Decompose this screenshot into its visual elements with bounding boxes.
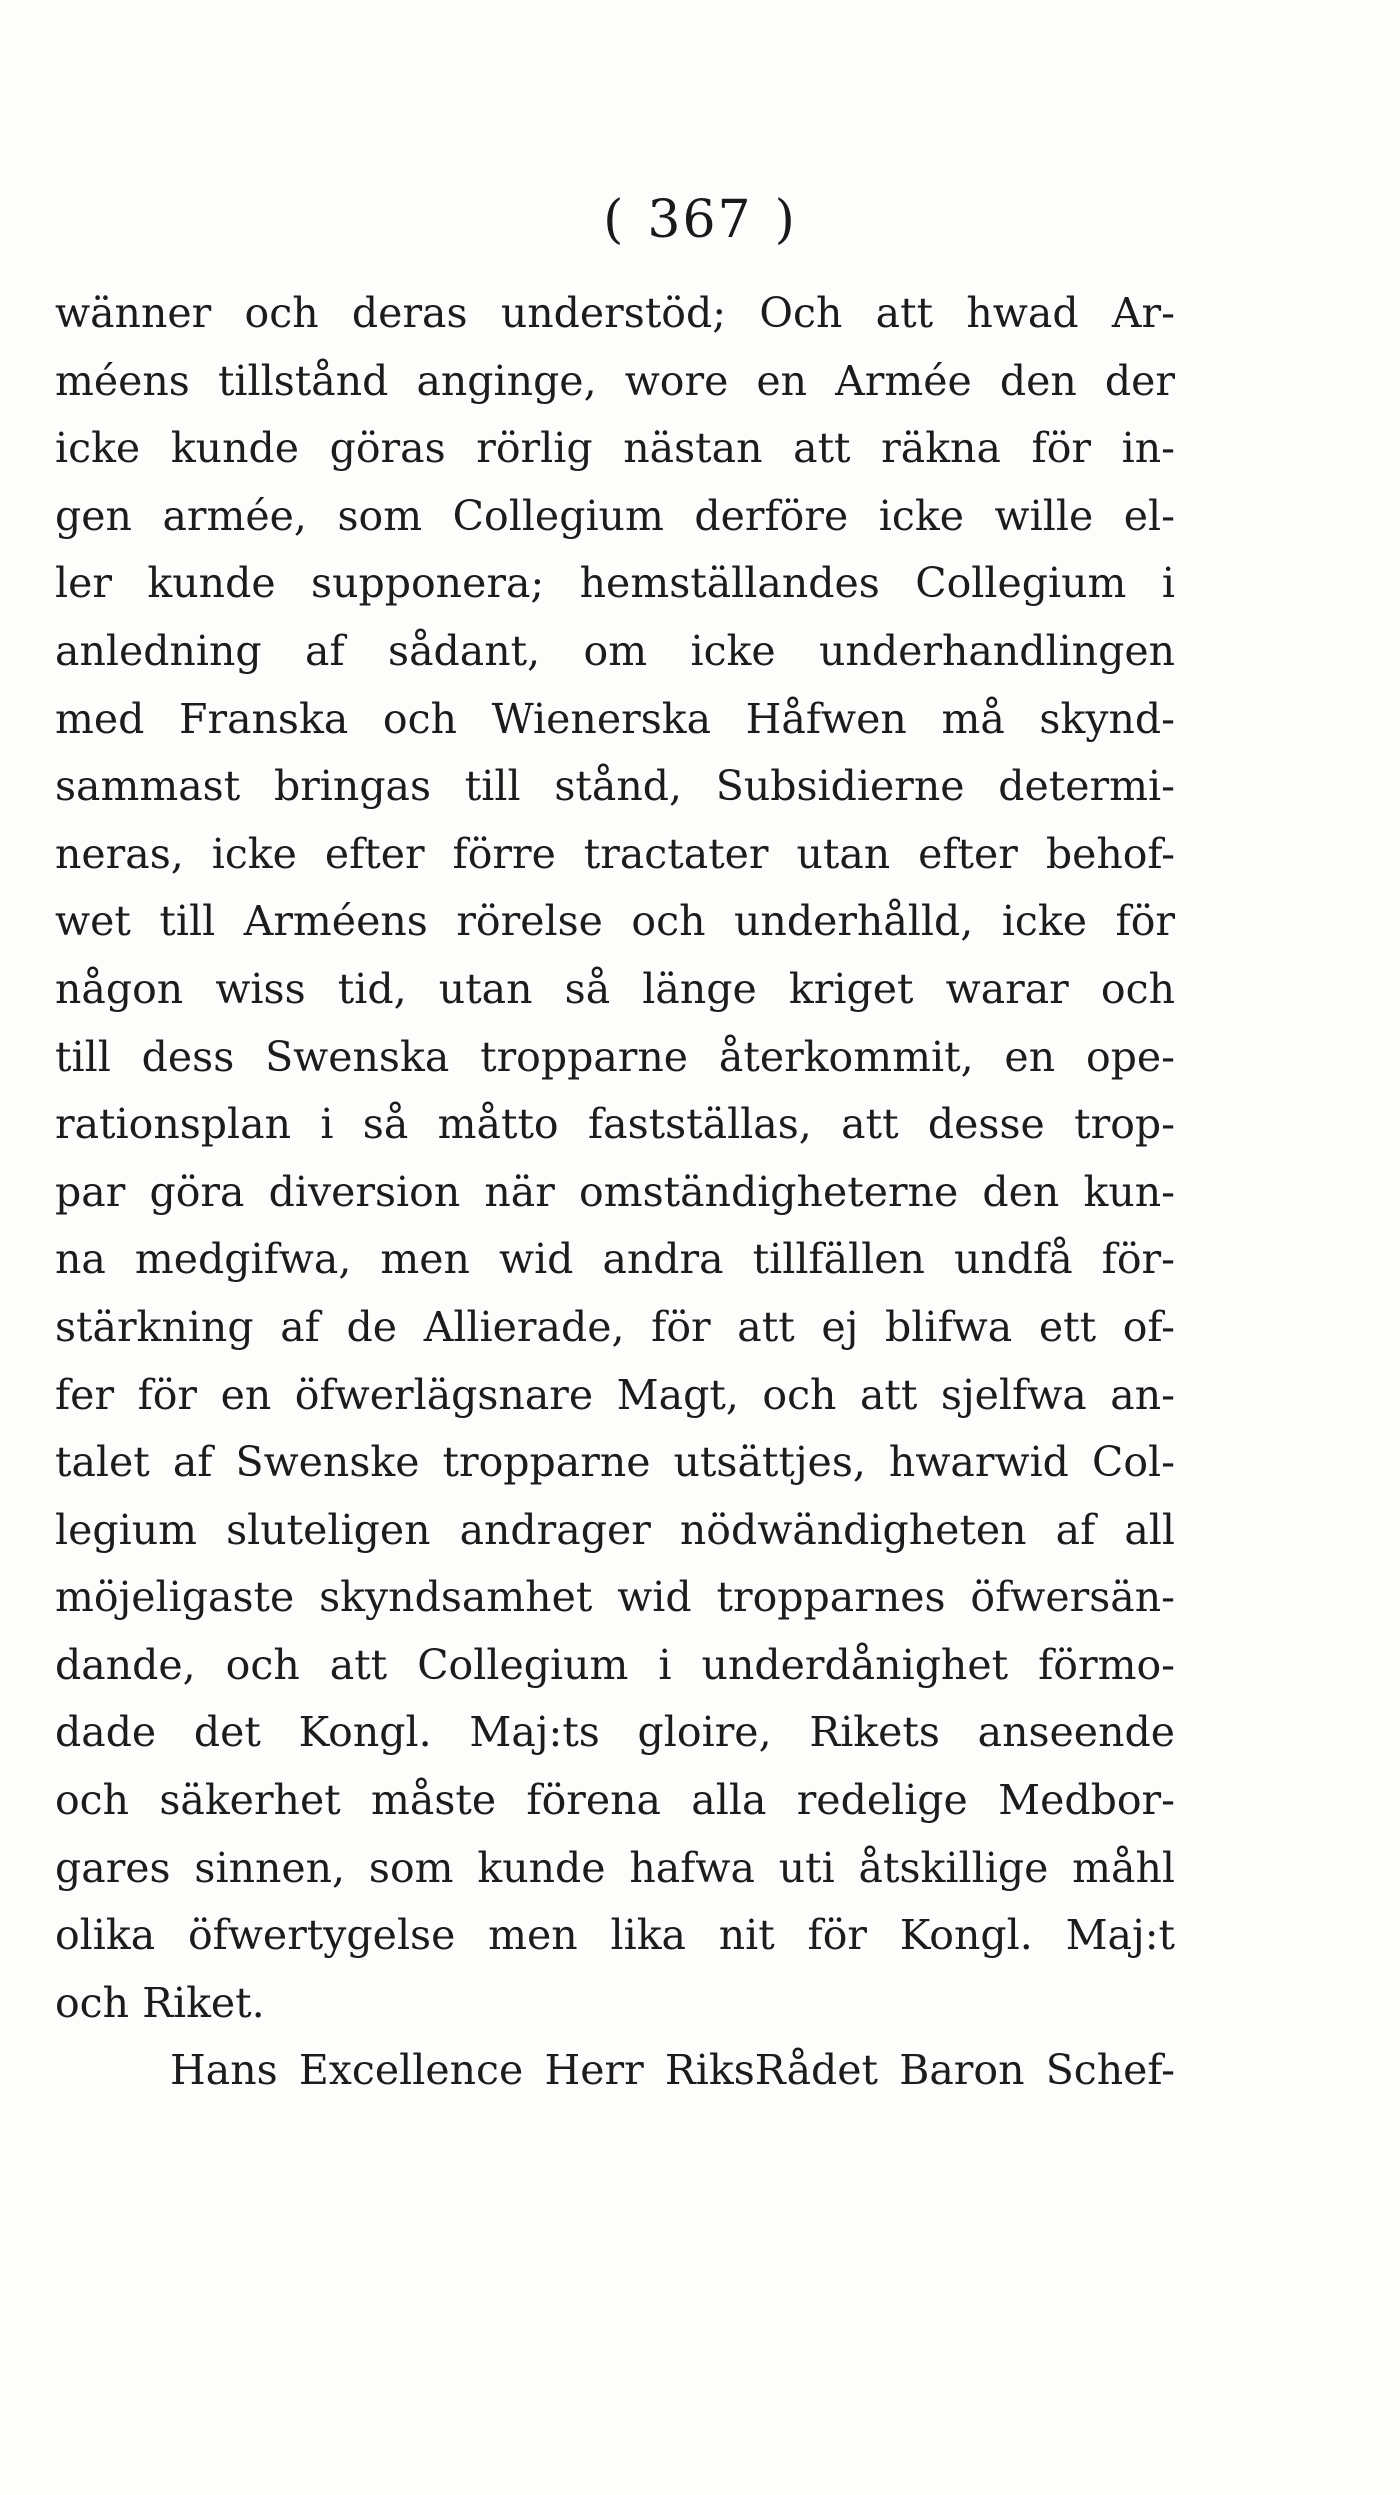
text-line: neras, icke efter förre tractater utan efter behof- — [55, 829, 1175, 878]
text-line: icke kunde göras rörlig nästan att räkna för in- — [55, 424, 1175, 473]
header-paren-close: ) — [774, 190, 797, 250]
text-line: wet till Arméens rörelse och underhålld, icke för — [55, 897, 1175, 946]
paragraph-end-line: och Riket. — [55, 1978, 265, 2027]
text-line: till dess Swenska tropparne återkommit, en ope- — [55, 1032, 1175, 1081]
text-line: möjeligaste skyndsamhet wid tropparnes öfwersän- — [55, 1573, 1175, 1622]
text-line: och säkerhet måste förena alla redelige Medbor- — [55, 1776, 1175, 1825]
text-line: gares sinnen, som kunde hafwa uti åtskillige måhl — [55, 1843, 1175, 1892]
text-line: dade det Kongl. Maj:ts gloire, Rikets anseende — [55, 1708, 1175, 1757]
text-line: talet af Swenske tropparne utsättjes, hwarwid Col- — [55, 1438, 1175, 1487]
text-line: olika öfwertygelse men lika nit för Kongl. Maj:t — [55, 1911, 1175, 1960]
text-line: sammast bringas till stånd, Subsidierne determi- — [55, 762, 1175, 811]
text-line: med Franska och Wienerska Håfwen må skynd- — [55, 694, 1175, 743]
text-line: dande, och att Collegium i underdånighet förmo- — [55, 1640, 1175, 1689]
header-paren-open: ( — [603, 190, 626, 250]
text-line: méens tillstånd anginge, wore en Armée den der — [55, 356, 1175, 405]
body-text — [55, 280, 1175, 2105]
text-line: legium sluteligen andrager nödwändigheten af all — [55, 1505, 1175, 1554]
text-line: rationsplan i så måtto fastställas, att desse trop- — [55, 1100, 1175, 1149]
text-line: stärkning af de Allierade, för att ej blifwa ett of- — [55, 1302, 1175, 1351]
text-line: wänner och deras understöd; Och att hwad Ar- — [55, 289, 1175, 337]
text-line: anledning af sådant, om icke underhandlingen — [55, 626, 1175, 675]
text-line: na medgifwa, men wid andra tillfällen undfå för- — [55, 1235, 1175, 1284]
page-header — [0, 190, 1400, 250]
text-line: par göra diversion när omständigheterne den kun- — [55, 1167, 1175, 1216]
text-line: ler kunde supponera; hemställandes Collegium i — [55, 559, 1175, 608]
text-line: någon wiss tid, utan så länge kriget warar och — [55, 964, 1175, 1013]
text-line: gen armée, som Collegium derföre icke wille el- — [55, 491, 1175, 540]
paragraph-start-line: Hans Excellence Herr RiksRådet Baron Schef- — [170, 2046, 1175, 2095]
page-number: 367 — [647, 190, 753, 250]
text-line: fer för en öfwerlägsnare Magt, och att sjelfwa an- — [55, 1370, 1175, 1419]
